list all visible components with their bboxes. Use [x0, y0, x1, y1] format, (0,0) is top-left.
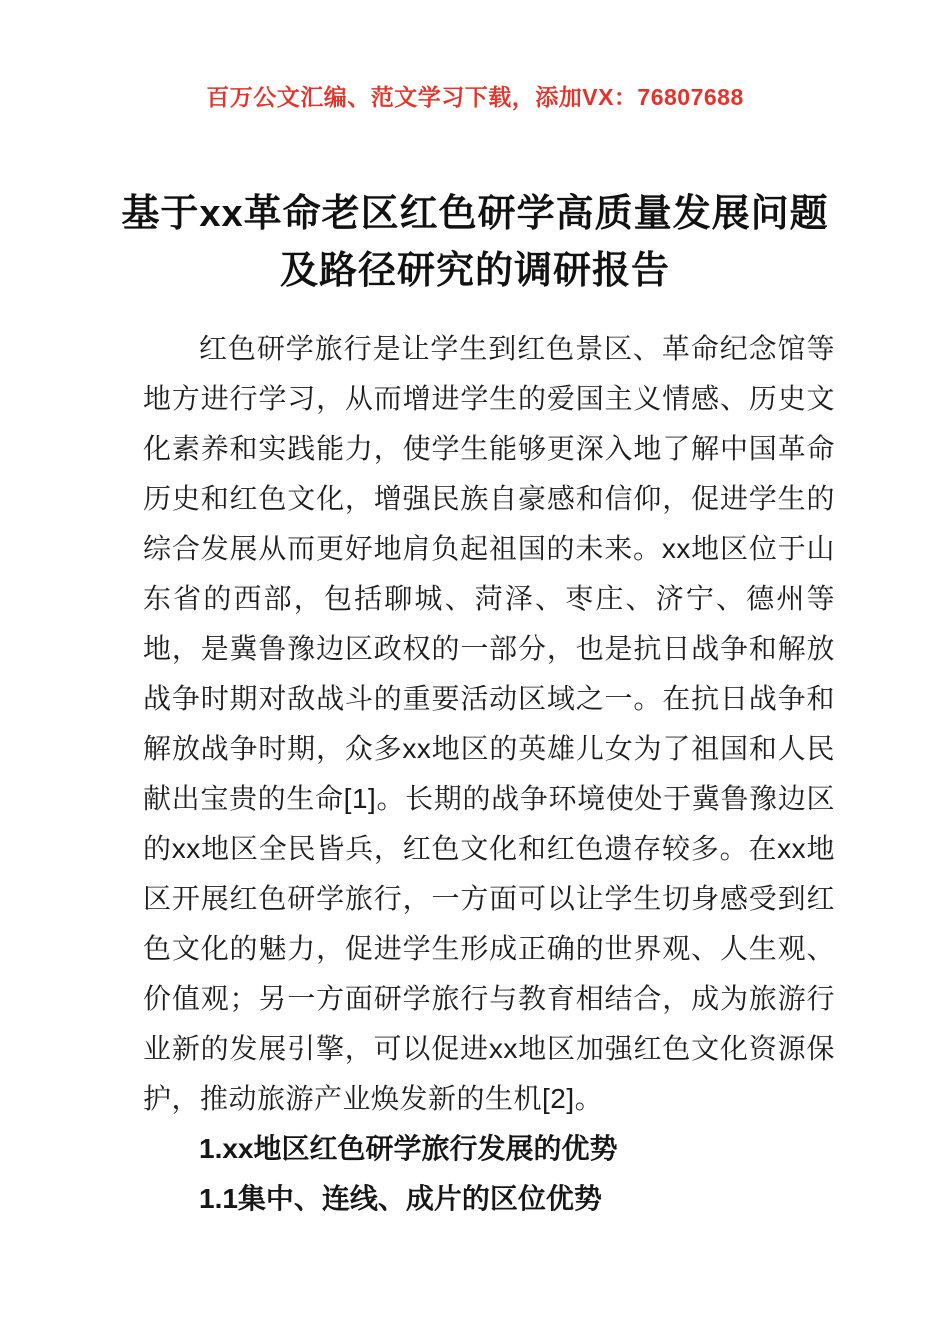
document-body [143, 324, 835, 1224]
section-heading-1: 1.xx地区红色研学旅行发展的优势 [199, 1133, 618, 1164]
body-paragraph: 红色研学旅行是让学生到红色景区、革命纪念馆等地方进行学习，从而增进学生的爱国主义情感、历史文化素养和实践能力，使学生能够更深入地了解中国革命历史和红色文化，增强民族自豪感和信仰，促进学生的综合发展从而更好地肩负起祖国的未来。xx地区位于山东省的西部，包括聊城、菏泽、枣庄、济宁、德州等地，是冀鲁豫边区政权的一部分，也是抗日战争和解放战争时期对敌战斗的重要活动区域之一。在抗日战争和解放战争时期，众多xx地区的英雄儿女为了祖国和人民献出宝贵的生命[1]。长期的战争环境使处于冀鲁豫边区的xx地区全民皆兵，红色文化和红色遗存较多。在xx地区开展红色研学旅行，一方面可以让学生切身感受到红色文化的魅力，促进学生形成正确的世界观、人生观、价值观；另一方面研学旅行与教育相结合，成为旅游行业新的发展引擎，可以促进xx地区加强红色文化资源保护，推动旅游产业焕发新的生机[2]。 [143, 333, 835, 1114]
section-heading-1-1: 1.1集中、连线、成片的区位优势 [199, 1183, 602, 1214]
header-notice: 百万公文汇编、范文学习下载，添加VX：76807688 [206, 84, 744, 110]
document-title [75, 186, 875, 300]
document-title-line-2: 及路径研究的调研报告 [279, 250, 670, 293]
document-title-line-1: 基于xx革命老区红色研学高质量发展问题 [121, 193, 829, 236]
